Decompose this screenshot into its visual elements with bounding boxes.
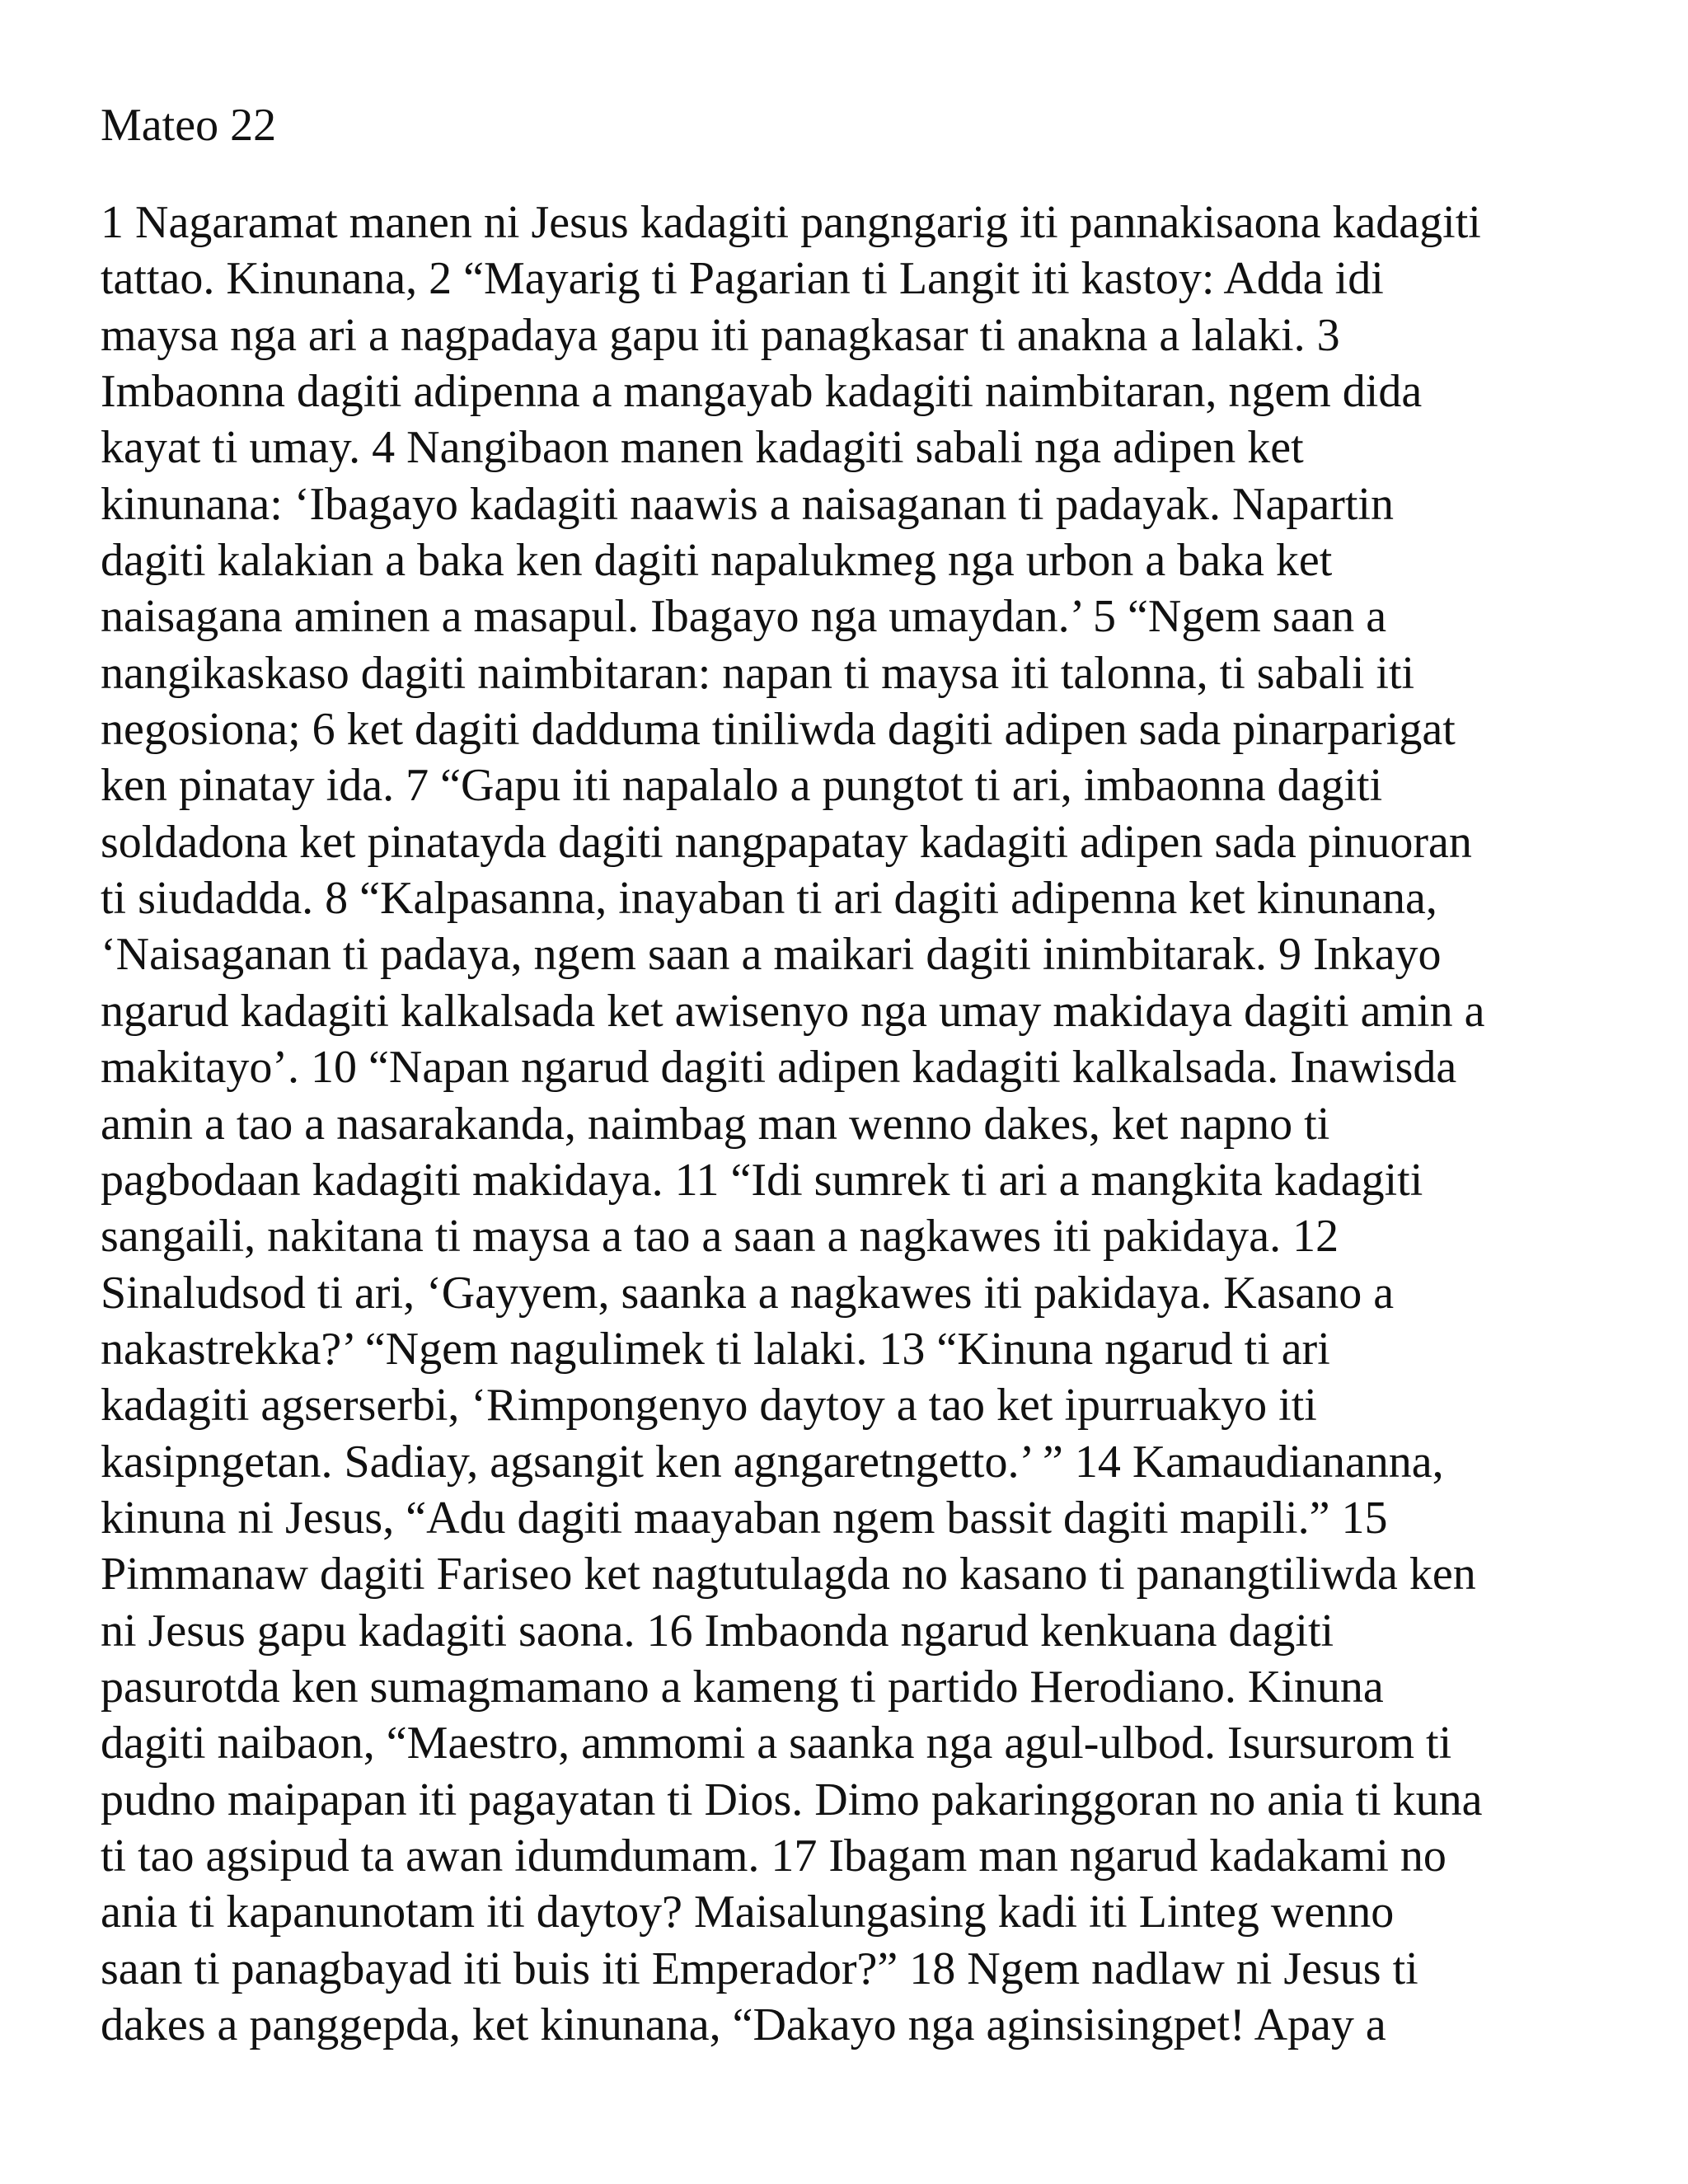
text-line: Pimmanaw dagiti Fariseo ket nagtutulagda no kasano ti panangtiliwda ken	[101, 1549, 1476, 1601]
text-line: kasipngetan. Sadiay, agsangit ken agngaretngetto.’ ” 14 Kamaudiananna,	[101, 1436, 1444, 1488]
text-line: maysa nga ari a nagpadaya gapu iti panagkasar ti anakna a lalaki. 3	[101, 309, 1340, 361]
text-line: nangikaskaso dagiti naimbitaran: napan ti maysa iti talonna, ti sabali iti	[101, 647, 1415, 699]
text-line: saan ti panagbayad iti buis iti Emperador?” 18 Ngem nadlaw ni Jesus ti	[101, 1943, 1418, 1994]
text-line: pasurotda ken sumagmamano a kameng ti partido Herodiano. Kinuna	[101, 1661, 1384, 1713]
text-line: dagiti kalakian a baka ken dagiti napalukmeg nga urbon a baka ket	[101, 535, 1333, 587]
text-line: Sinaludsod ti ari, ‘Gayyem, saanka a nagkawes iti pakidaya. Kasano a	[101, 1267, 1395, 1319]
text-line: pagbodaan kadagiti makidaya. 11 “Idi sumrek ti ari a mangkita kadagiti	[101, 1154, 1423, 1206]
text-line: ni Jesus gapu kadagiti saona. 16 Imbaonda ngarud kenkuana dagiti	[101, 1605, 1334, 1657]
text-line: nakastrekka?’ “Ngem nagulimek ti lalaki. 13 “Kinuna ngarud ti ari	[101, 1323, 1330, 1375]
text-line: amin a tao a nasarakanda, naimbag man wenno dakes, ket napno ti	[101, 1098, 1330, 1150]
text-line: tattao. Kinunana, 2 “Mayarig ti Pagarian ti Langit iti kastoy: Adda idi	[101, 253, 1384, 305]
text-line: ania ti kapanunotam iti daytoy? Maisalungasing kadi iti Linteg wenno	[101, 1886, 1395, 1938]
body-text	[101, 194, 1609, 2053]
text-line: naisagana aminen a masapul. Ibagayo nga umaydan.’ 5 “Ngem saan a	[101, 591, 1387, 643]
text-line: ken pinatay ida. 7 “Gapu iti napalalo a pungtot ti ari, imbaonna dagiti	[101, 760, 1383, 812]
text-line: negosiona; 6 ket dagiti dadduma tiniliwda dagiti adipen sada pinarparigat	[101, 704, 1456, 756]
text-line: makitayo’. 10 “Napan ngarud dagiti adipen kadagiti kalkalsada. Inawisda	[101, 1042, 1457, 1094]
text-line: ti tao agsipud ta awan idumdumam. 17 Ibagam man ngarud kadakami no	[101, 1830, 1447, 1882]
page-title: Mateo 22	[101, 100, 277, 151]
text-line: kayat ti umay. 4 Nangibaon manen kadagiti sabali nga adipen ket	[101, 422, 1304, 474]
text-line: kadagiti agserserbi, ‘Rimpongenyo daytoy a tao ket ipurruakyo iti	[101, 1380, 1317, 1432]
text-line: dagiti naibaon, “Maestro, ammomi a saanka nga agul-ulbod. Isursurom ti	[101, 1718, 1452, 1769]
text-line: Imbaonna dagiti adipenna a mangayab kadagiti naimbitaran, ngem dida	[101, 366, 1423, 418]
text-line: soldadona ket pinatayda dagiti nangpapatay kadagiti adipen sada pinuoran	[101, 816, 1472, 868]
text-line: sangaili, nakitana ti maysa a tao a saan a nagkawes iti pakidaya. 12	[101, 1211, 1339, 1263]
text-line: ngarud kadagiti kalkalsada ket awisenyo nga umay makidaya dagiti amin a	[101, 985, 1485, 1037]
text-line: 1 Nagaramat manen ni Jesus kadagiti pangngarig iti pannakisaona kadagiti	[101, 197, 1481, 248]
text-line: ti siudadda. 8 “Kalpasanna, inayaban ti ari dagiti adipenna ket kinunana,	[101, 873, 1437, 925]
text-line: dakes a panggepda, ket kinunana, “Dakayo nga aginsisingpet! Apay a	[101, 1999, 1386, 2050]
text-line: kinuna ni Jesus, “Adu dagiti maayaban ngem bassit dagiti mapili.” 15	[101, 1492, 1388, 1544]
text-line: kinunana: ‘Ibagayo kadagiti naawis a naisaganan ti padayak. Napartin	[101, 478, 1394, 530]
text-line: ‘Naisaganan ti padaya, ngem saan a maikari dagiti inimbitarak. 9 Inkayo	[101, 929, 1442, 981]
text-line: pudno maipapan iti pagayatan ti Dios. Dimo pakaringgoran no ania ti kuna	[101, 1774, 1483, 1825]
